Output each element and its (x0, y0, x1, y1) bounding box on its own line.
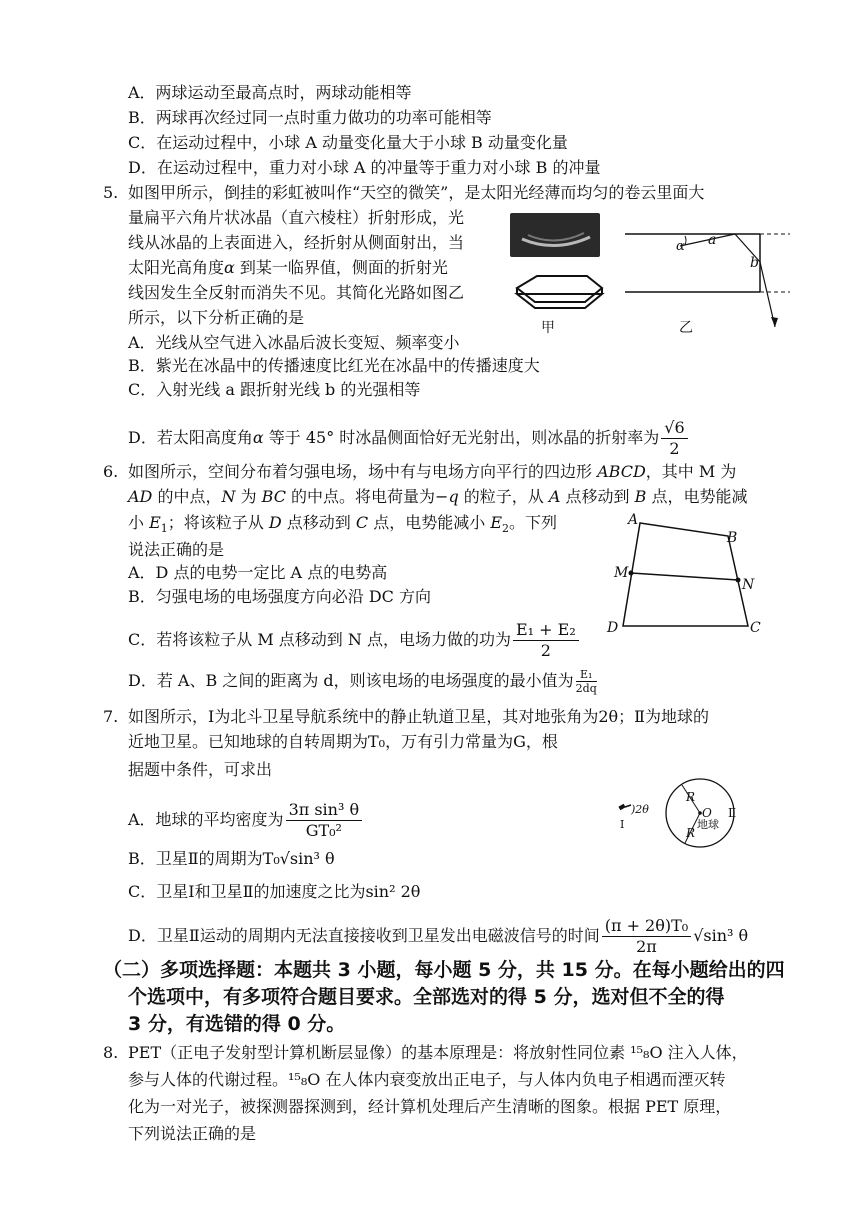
q7-line-2: 近地卫星。已知地球的自转周期为T₀，万有引力常量为G，根 (128, 732, 558, 751)
q5-line-2: 量扁平六角片状冰晶（直六棱柱）折射形成，光 (128, 208, 465, 227)
q6-option-d-den: 2dq (575, 682, 597, 695)
q7-fig-label-o: O (702, 806, 712, 820)
q5-line-1: 如图甲所示，倒挂的彩虹被叫作“天空的微笑”，是太阳光经薄而均匀的卷云里面大 (128, 183, 705, 202)
q7-option-c (128, 882, 420, 902)
q6-option-d-fraction (576, 668, 597, 695)
q6-fig-point-m: M (614, 565, 629, 581)
q6-option-c-text: C．若将该粒子从 M 点移动到 N 点，电场力做的功为 (128, 630, 511, 649)
q5-option-d-text-a: D．若太阳高度角 (128, 428, 253, 447)
q5-option-c: C．入射光线 a 跟折射光线 b 的光强相等 (128, 380, 421, 399)
q6-line-1 (128, 462, 736, 482)
q7-option-d-text: D．卫星Ⅱ运动的周期内无法直接接收到卫星发出电磁波信号的时间 (128, 926, 600, 945)
q6-option-c (128, 620, 581, 661)
q6-line-2-text-d: 的中点。将电荷量为− (285, 487, 449, 506)
q5-cloud-photo (510, 213, 600, 257)
q6-option-d-num: E₁ (576, 668, 597, 682)
q5-fig-b-label: b (750, 255, 759, 271)
q5-fig-alpha-label: α (676, 239, 685, 254)
q5-hexagon-crystal (507, 270, 607, 320)
q5-alpha: α (224, 258, 235, 277)
q5-line-6: 所示，以下分析正确的是 (128, 308, 305, 327)
q7-option-b-text: B．卫星Ⅱ的周期为 (128, 849, 263, 868)
q6-e1: E (149, 513, 161, 532)
q6-line-3-text-a: 小 (128, 513, 150, 532)
q6-option-c-fraction (513, 620, 579, 661)
q4-option-d: D．在运动过程中，重力对小球 A 的冲量等于重力对小球 B 的冲量 (128, 158, 601, 177)
q7-option-a-fraction (286, 800, 363, 841)
q6-line-2-text-f: 点移动到 (560, 487, 635, 506)
q6-line-2-text-g: 点，电势能减 (646, 487, 748, 506)
q7-option-d-den: 2π (636, 937, 657, 956)
q6-option-b: B．匀强电场的电场强度方向必沿 DC 方向 (128, 587, 432, 606)
q6-line-3-text-e: 。下列 (509, 513, 558, 532)
q5-line-3: 线从冰晶的上表面进入，经折射从侧面射出，当 (128, 233, 465, 252)
q7-fig-label-ii: Ⅱ (728, 806, 737, 820)
q8-number: 8. (103, 1043, 119, 1062)
q6-ad: AD (128, 487, 153, 506)
q6-number: 6. (103, 462, 119, 481)
q6-option-a: A．D 点的电势一定比 A 点的电势高 (128, 563, 388, 582)
q6-line-3-text-c: 点移动到 (281, 513, 356, 532)
q6-bc: BC (261, 487, 286, 506)
q8-line-1: PET（正电子发射型计算机断层显像）的基本原理是：将放射性同位素 ¹⁵₈O 注入人体， (128, 1043, 748, 1062)
q6-option-d-text: D．若 A、B 之间的距离为 d，则该电场的电场强度的最小值为 (128, 671, 574, 690)
section-2-line-3: 3 分，有选错的得 0 分。 (128, 1013, 346, 1035)
q5-fig-a-label: a (708, 232, 717, 248)
section-2-line-1: （二）多项选择题：本题共 3 小题，每小题 5 分，共 15 分。在每小题给出的四 (103, 959, 785, 981)
q5-option-d-fraction (661, 418, 687, 459)
q6-line-3-text-d: 点，电势能减小 (368, 513, 491, 532)
q5-option-d-alpha: α (252, 428, 264, 447)
q5-option-b: B．紫光在冰晶中的传播速度比红光在冰晶中的传播速度大 (128, 356, 540, 375)
q7-fig-label-r2: R (686, 826, 696, 840)
q7-fig-label-earth: 地球 (697, 818, 719, 831)
q7-option-b-expr: T₀√sin³ θ (262, 849, 335, 868)
q7-option-c-expr: sin² 2θ (365, 882, 421, 901)
q6-b: B (634, 487, 647, 506)
q6-n: N (221, 487, 236, 506)
q7-option-d (128, 916, 748, 957)
q6-line-3-text-b: ；将该粒子从 (167, 513, 269, 532)
q5-line-4-text-a: 太阳光高角度 (128, 258, 225, 277)
q6-line-2-text-b: 的中点， (152, 487, 222, 506)
q7-option-d-fraction (602, 916, 691, 957)
q5-option-a: A．光线从空气进入冰晶后波长变短、频率变小 (128, 333, 460, 352)
q5-option-d-den: 2 (669, 439, 680, 458)
q7-fig-label-r1: R (686, 790, 696, 804)
q6-line-2 (128, 487, 748, 507)
q6-fig-point-n: N (742, 577, 755, 593)
q6-fig-point-c: C (750, 620, 761, 636)
q5-option-d (128, 418, 690, 459)
q6-line-1-text-a: 如图所示，空间分布着匀强电场，场中有与电场方向平行的四边形 (128, 462, 598, 481)
q5-line-4-text-b: 到某一临界值，侧面的折射光 (234, 258, 448, 277)
q7-option-c-text: C．卫星Ⅰ和卫星Ⅱ的加速度之比为 (128, 882, 366, 901)
q4-option-b: B．两球再次经过同一点时重力做功的功率可能相等 (128, 108, 492, 127)
q6-option-c-den: 2 (540, 641, 551, 660)
q6-line-2-text-e: 的粒子，从 (458, 487, 549, 506)
q7-fig-label-i: Ⅰ (620, 818, 625, 831)
q7-number: 7. (103, 707, 119, 726)
q6-option-c-num: E₁ + E₂ (513, 620, 579, 641)
q7-fig-label-2theta: )2θ (631, 803, 649, 816)
q6-line-4: 说法正确的是 (128, 540, 225, 559)
q5-fig-yi-label: 乙 (679, 320, 693, 336)
q5-line-5: 线因发生全反射而消失不见。其简化光路如图乙 (128, 283, 465, 302)
q4-option-c: C．在运动过程中，小球 A 动量变化量大于小球 B 动量变化量 (128, 133, 568, 152)
q7-option-d-num: (π + 2θ)T₀ (602, 916, 691, 937)
q7-option-a-den: GT₀² (305, 821, 342, 840)
q6-fig-point-b: B (727, 530, 738, 546)
q6-option-d (128, 668, 599, 695)
q7-option-a-text: A．地球的平均密度为 (128, 810, 284, 829)
q7-line-3: 据题中条件，可求出 (128, 760, 273, 779)
q6-a: A (548, 487, 561, 506)
q6-line-1-text-b: ，其中 M 为 (645, 462, 737, 481)
q5-number: 5. (103, 183, 119, 202)
q6-fig-point-a: A (628, 512, 639, 528)
section-2-line-2: 个选项中，有多项符合题目要求。全部选对的得 5 分，选对但不全的得 (128, 986, 725, 1008)
q8-line-4: 下列说法正确的是 (128, 1124, 257, 1143)
q6-line-2-text-c: 为 (235, 487, 262, 506)
q6-q: q (448, 487, 459, 506)
q4-option-a: A．两球运动至最高点时，两球动能相等 (128, 83, 412, 102)
q7-option-a (128, 800, 364, 841)
q5-option-d-num: √6 (661, 418, 687, 439)
q6-c: C (355, 513, 369, 532)
q5-option-d-text-b: 等于 45° 时冰晶侧面恰好无光射出，则冰晶的折射率为 (263, 428, 660, 447)
q5-fig-jia-label: 甲 (541, 320, 555, 336)
q8-line-3: 化为一对光子，被探测器探测到，经计算机处理后产生清晰的图象。根据 PET 原理， (128, 1097, 732, 1116)
q7-option-a-num: 3π sin³ θ (286, 800, 363, 821)
q6-line-3: 小 $E_1$；将该粒子从 D 点移动到 C 点，电势能减小 $E_2$。下列 (128, 513, 558, 536)
q7-option-b (128, 849, 335, 869)
q7-line-1: 如图所示，Ⅰ为北斗卫星导航系统中的静止轨道卫星，其对地张角为2θ；Ⅱ为地球的 (128, 707, 710, 726)
q6-abcd: ABCD (597, 462, 646, 481)
q7-option-d-tail: √sin³ θ (693, 926, 749, 945)
q6-d: D (268, 513, 282, 532)
q6-fig-point-d: D (607, 620, 619, 636)
q8-line-2: 参与人体的代谢过程。¹⁵₈O 在人体内衰变放出正电子，与人体内负电子相遇而湮灭转 (128, 1070, 726, 1089)
q5-line-4 (128, 258, 448, 278)
q6-e2: E (490, 513, 503, 532)
